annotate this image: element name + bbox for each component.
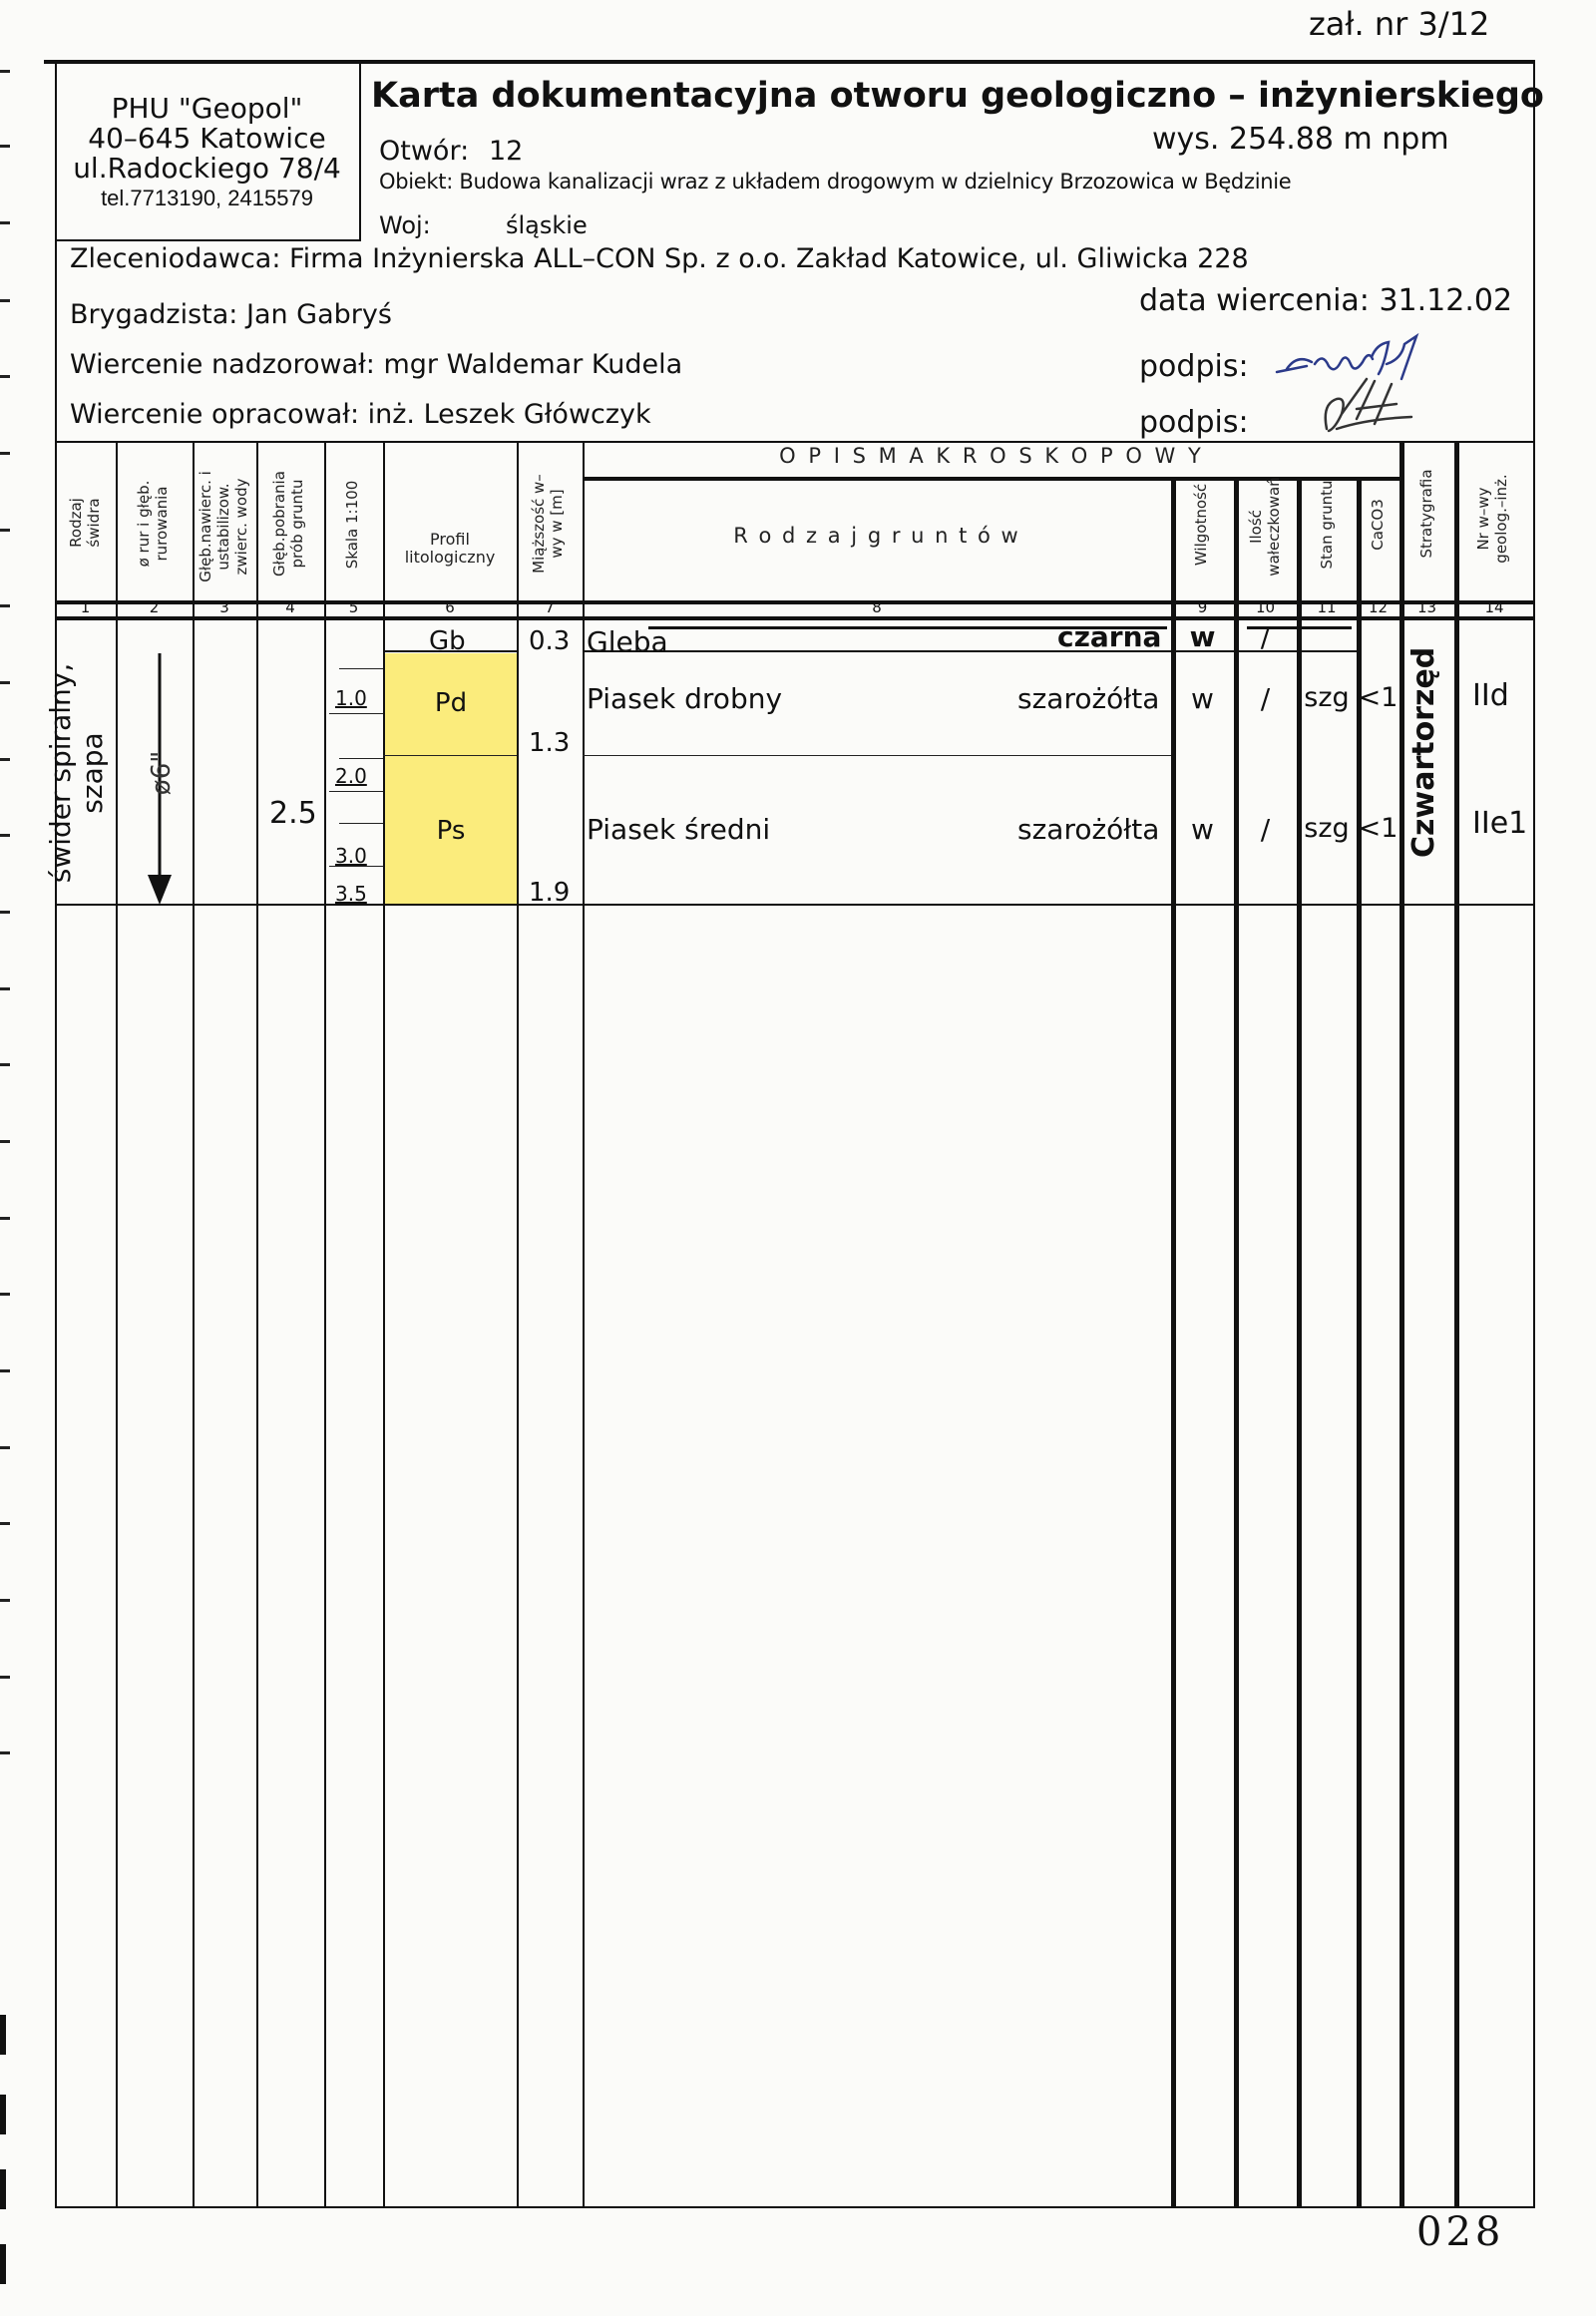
rolls: / xyxy=(1260,682,1271,715)
col-header-profile: Profil litologiczny xyxy=(404,530,496,567)
scale-mark: 3.0 xyxy=(335,844,367,868)
layer-thickness: 1.9 xyxy=(529,878,571,908)
elevation: wys. 254.88 m npm xyxy=(1152,122,1449,157)
soil-state: szg xyxy=(1304,682,1350,713)
col-header-soil-state: Stan gruntu xyxy=(1318,480,1336,570)
col-header-drill-type: Rodzaj świdra xyxy=(67,498,103,548)
macro-description-header: O P I S M A K R O S K O P O W Y xyxy=(779,444,1204,468)
col-header-scale: Skala 1:100 xyxy=(343,480,361,570)
frame-top xyxy=(44,60,1534,64)
soil-name: Piasek drobny xyxy=(587,682,783,715)
layer-code: Pd xyxy=(434,688,468,718)
soil-color: czarna xyxy=(1057,620,1162,653)
stratigraphy: Czwartorzęd xyxy=(1406,646,1441,858)
voivodeship-label: Woj: xyxy=(379,211,431,239)
frame-right xyxy=(1533,60,1535,2206)
col-header-layer-no: Nr w–wy geolog.–inż. xyxy=(1474,474,1510,564)
sample-depth: 2.5 xyxy=(269,796,317,831)
col-header-thickness: Miąższość w–wy w [m] xyxy=(530,474,566,574)
caco3: <1 xyxy=(1358,813,1398,844)
client: Zleceniodawca: Firma Inżynierska ALL–CON Sp. z o.o. Zakład Katowice, ul. Gliwicka 228 xyxy=(70,243,1249,274)
soil-color: szarożółta xyxy=(1017,682,1160,715)
frame-bottom xyxy=(55,2206,1535,2208)
company-street: ul.Radockiego 78/4 xyxy=(73,152,341,185)
object-description: Obiekt: Budowa kanalizacji wraz z układem drogowym w dzielnicy Brzozowica w Będzinie xyxy=(379,170,1292,193)
pipe-diameter: ø6" xyxy=(147,750,177,796)
soil-name: Piasek średni xyxy=(587,813,771,846)
layer-number: IId xyxy=(1472,678,1509,713)
soil-state: szg xyxy=(1304,813,1350,844)
col-header-moisture: Wilgotność xyxy=(1192,483,1210,567)
drill-type: świder spiralny, szapa xyxy=(44,662,109,884)
company-phone: tel.7713190, 2415579 xyxy=(101,186,313,210)
layer-thickness: 1.3 xyxy=(529,728,571,758)
signature-label-1: podpis: xyxy=(1139,349,1249,384)
company-name: PHU "Geopol" xyxy=(111,92,303,125)
soil-name: Gleba xyxy=(587,625,668,658)
scale-mark: 3.5 xyxy=(335,882,367,906)
signature-label-2: podpis: xyxy=(1139,405,1249,440)
layer-thickness: 0.3 xyxy=(529,626,571,656)
drill-date: data wiercenia: 31.12.02 xyxy=(1139,283,1513,318)
col-header-stratigraphy: Stratygrafia xyxy=(1417,469,1435,559)
soil-color: szarożółta xyxy=(1017,813,1160,846)
col-header-pipe: ø rur i głęb. rurowania xyxy=(135,480,171,568)
attachment-number: zał. nr 3/12 xyxy=(1309,5,1490,43)
frame-left xyxy=(55,60,57,2206)
rolls: / xyxy=(1260,813,1271,846)
layer-code: Ps xyxy=(436,816,466,846)
layer-number: IIe1 xyxy=(1472,806,1528,841)
signature-2 xyxy=(1297,369,1456,449)
prepared-by: Wiercenie opracował: inż. Leszek Główczyk xyxy=(70,399,651,430)
col-header-rolls: Ilość wałeczkowań xyxy=(1247,477,1283,577)
moisture: w xyxy=(1191,682,1214,715)
caco3: <1 xyxy=(1358,682,1398,713)
col-header-caco3: CaCO3 xyxy=(1369,499,1387,551)
supervised-by: Wiercenie nadzorował: mgr Waldemar Kudela xyxy=(70,349,683,380)
col-header-soil-type: R o d z a j g r u n t ó w xyxy=(733,524,1020,548)
borehole-number: 12 xyxy=(489,136,524,167)
col-header-sample-depth: Głęb.pobrania prób gruntu xyxy=(270,471,306,577)
document-title: Karta dokumentacyjna otworu geologiczno – inżynierskiego xyxy=(371,76,1544,116)
col-header-water: Głęb.nawierc. i ustabilizow. zwierc. wody xyxy=(197,471,250,582)
page-number: 028 xyxy=(1416,2209,1505,2255)
foreman: Brygadzista: Jan Gabryś xyxy=(70,299,392,330)
layer-code: Gb xyxy=(429,626,466,656)
scale-mark: 2.0 xyxy=(335,764,367,788)
scale-mark: 1.0 xyxy=(335,686,367,710)
moisture: w xyxy=(1191,813,1214,846)
rolls: / xyxy=(1260,620,1271,653)
moisture: w xyxy=(1189,620,1216,653)
company-city: 40–645 Katowice xyxy=(88,122,326,155)
voivodeship: śląskie xyxy=(506,211,588,239)
borehole-label: Otwór: xyxy=(379,136,470,167)
